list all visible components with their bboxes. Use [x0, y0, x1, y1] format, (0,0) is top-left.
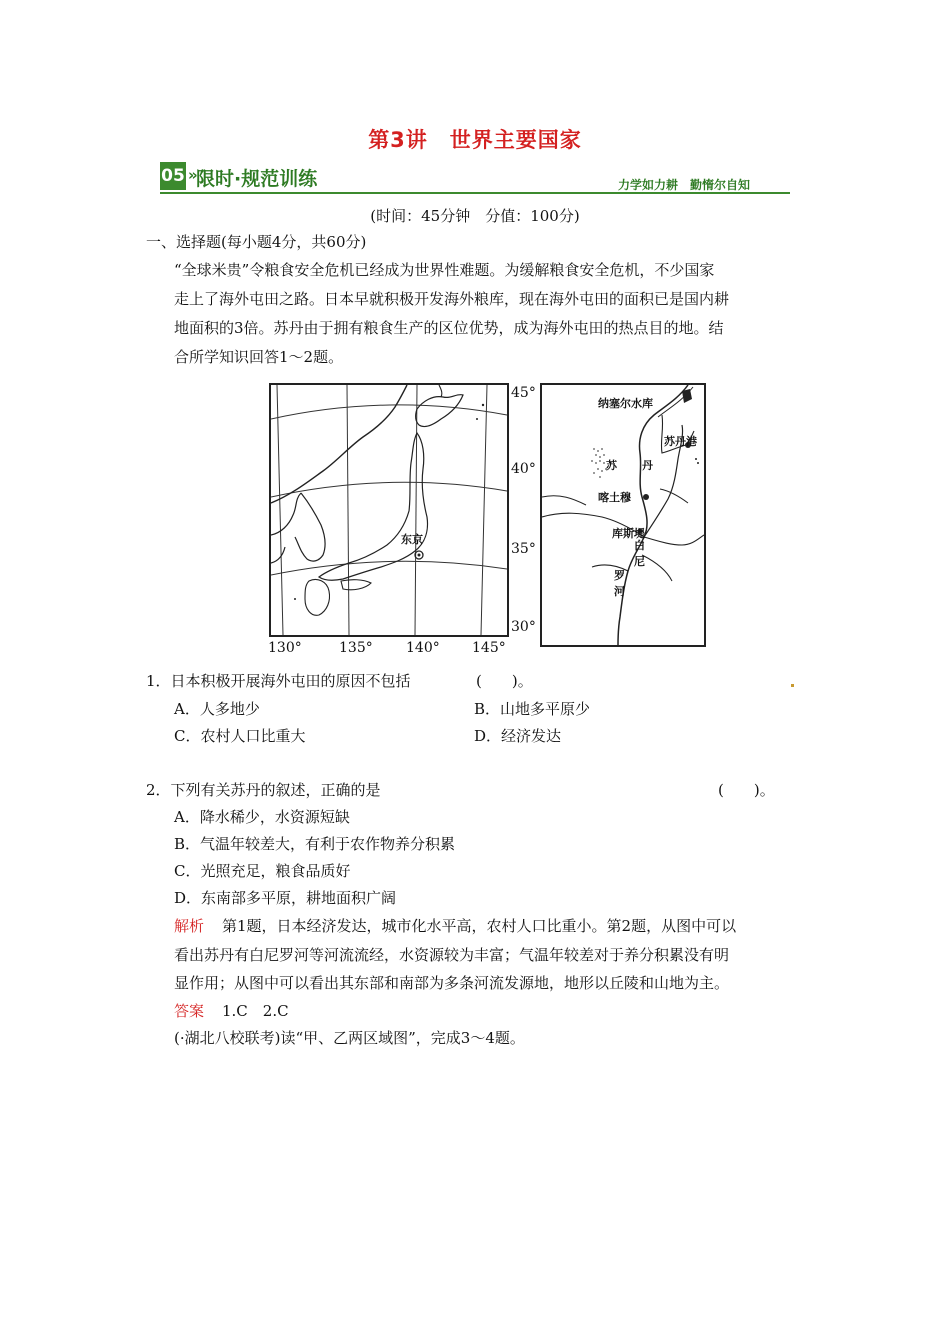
sudan-label-su: 苏 [606, 459, 617, 472]
q1-answer-paren: ( )。 [476, 672, 533, 690]
passage-line-3: 地面积的3倍。苏丹由于拥有粮食生产的区位优势，成为海外屯田的热点目的地。结 [174, 319, 724, 337]
white-nile-label-luo: 罗 [614, 569, 625, 582]
q1-option-c: C．农村人口比重大 [174, 727, 306, 745]
sudan-map-drawing [542, 385, 704, 645]
section-heading: 一、选择题(每小题4分，共60分) [146, 233, 367, 251]
passage-line-1: “全球米贵”令粮食安全危机已经成为世界性难题。为缓解粮食安全危机，不少国家 [174, 261, 715, 279]
q1-option-b: B．山地多平原少 [474, 700, 591, 718]
page-title: 第3讲 世界主要国家 [368, 128, 582, 152]
white-nile-label-ni: 尼 [634, 555, 645, 568]
sudan-label-dan: 丹 [642, 459, 653, 472]
japan-map-drawing [271, 385, 507, 635]
kosti-label: 库斯堤 [612, 527, 645, 540]
banner-badge: 05 [160, 162, 186, 190]
banner-title: 限时·规范训练 [196, 168, 318, 190]
section-banner [160, 160, 790, 194]
q2-stem: 2．下列有关苏丹的叙述，正确的是 [146, 781, 381, 799]
q2-option-c: C．光照充足，粮食品质好 [174, 862, 351, 880]
tokyo-label: 东京 [401, 533, 423, 546]
lat-label-45: 45° [511, 385, 536, 401]
lat-label-30: 30° [511, 619, 536, 635]
white-nile-label-he: 河 [614, 585, 625, 598]
analysis-line-3: 显作用；从图中可以看出其东部和南部为多条河流发源地，地形以丘陵和山地为主。 [174, 974, 730, 992]
lon-label-145: 145° [472, 640, 506, 656]
nasser-reservoir-label: 纳塞尔水库 [598, 397, 653, 410]
q2-answer-paren: ( )。 [718, 781, 775, 799]
next-question-intro: (·湖北八校联考)读“甲、乙两区域图”，完成3～4题。 [174, 1029, 525, 1047]
q2-option-b: B．气温年较差大，有利于农作物养分积累 [174, 835, 456, 853]
banner-divider [160, 192, 790, 194]
decorative-dot [791, 684, 794, 687]
q1-option-d: D．经济发达 [474, 727, 562, 745]
passage-line-4: 合所学知识回答1～2题。 [174, 348, 344, 366]
sudan-map [540, 383, 706, 647]
lat-label-35: 35° [511, 541, 536, 557]
lon-label-140: 140° [406, 640, 440, 656]
lon-label-130: 130° [268, 640, 302, 656]
time-info: (时间：45分钟 分值：100分) [370, 207, 580, 225]
japan-map [269, 383, 509, 637]
passage-line-2: 走上了海外屯田之路。日本早就积极开发海外粮库，现在海外屯田的面积已是国内耕 [174, 290, 730, 308]
q1-stem: 1．日本积极开展海外屯田的原因不包括 [146, 672, 411, 690]
q2-option-a: A．降水稀少，水资源短缺 [174, 808, 350, 826]
lat-label-40: 40° [511, 461, 536, 477]
white-nile-label-bai: 白 [634, 539, 645, 552]
q2-option-d: D．东南部多平原，耕地面积广阔 [174, 889, 397, 907]
port-sudan-label: 苏丹港 [664, 435, 697, 448]
khartoum-label: 喀土穆 [598, 491, 631, 504]
answer-text: 1.C 2.C [222, 1002, 289, 1020]
analysis-line-2: 看出苏丹有白尼罗河等河流流经，水资源较为丰富；气温年较差对于养分积累没有明 [174, 946, 730, 964]
answer-label: 答案 [174, 1002, 205, 1020]
analysis-line-1: 第1题，日本经济发达，城市化水平高，农村人口比重小。第2题，从图中可以 [222, 917, 737, 935]
banner-arrow: » [188, 166, 198, 184]
banner-motto: 力学如力耕 勤惰尔自知 [617, 178, 750, 192]
lon-label-135: 135° [339, 640, 373, 656]
q1-option-a: A．人多地少 [174, 700, 260, 718]
analysis-label: 解析 [174, 917, 205, 935]
